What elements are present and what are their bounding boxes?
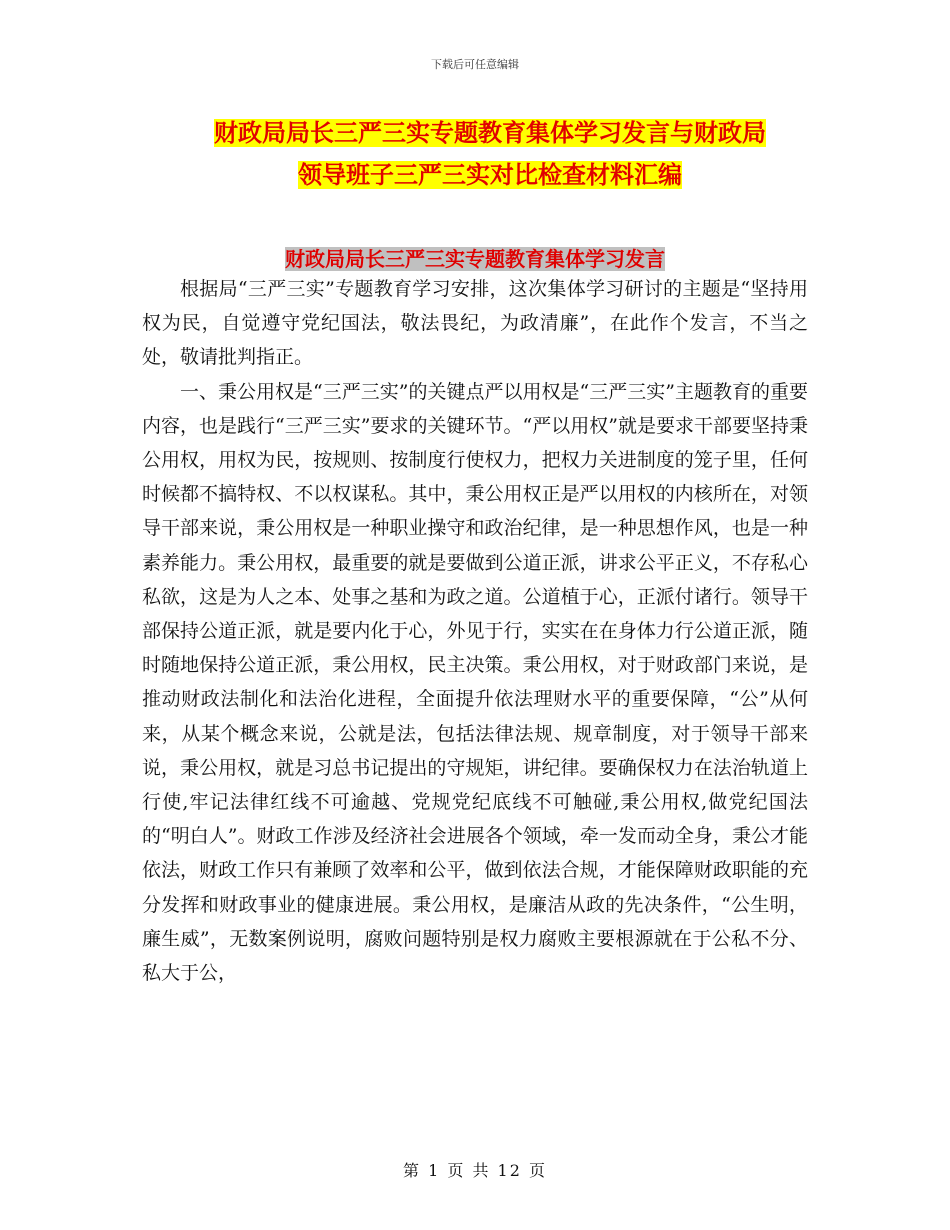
- document-body: [142, 272, 808, 990]
- document-title-line1: 财政局局长三严三实专题教育集体学习发言与财政局: [214, 119, 766, 147]
- section-title-text: 财政局局长三严三实专题教育集体学习发言: [285, 247, 665, 271]
- paragraph-intro: 根据局“三严三实”专题教育学习安排，这次集体学习研讨的主题是“坚持用权为民，自觉遵守党纪国法，敬法畏纪，为政清廉”，在此作个发言，不当之处，敬请批判指正。: [142, 278, 808, 369]
- document-title-line2: 领导班子三严三实对比检查材料汇编: [298, 161, 682, 189]
- page-footer: 第 1 页 共 12 页: [403, 1161, 547, 1180]
- paragraph-section-one: 一、秉公用权是“三严三实”的关键点严以用权是“三严三实”主题教育的重要内容，也是践行“三严三实”要求的关键环节。“严以用权”就是要求干部要坚持秉公用权，用权为民，按规则、按制度行使权力，把权力关进制度的笼子里，任何时候都不搞特权、不以权谋私。其中，秉公用权正是严以用权的内核所在，对领导干部来说，秉公用权是一种职业操守和政治纪律，是一种思想作风，也是一种素养能力。秉公用权，最重要的就是要做到公道正派，讲求公平正义，不存私心私欲，这是为人之本、处事之基和为政之道。公道植于心，正派付诸行。领导干部保持公道正派，就是要内化于心，外见于行，实实在在身体力行公道正派，随时随地保持公道正派，秉公用权，民主决策。秉公用权，对于财政部门来说，是推动财政法制化和法治化进程，全面提升依法理财水平的重要保障，“公”从何来，从某个概念来说，公就是法，包括法律法规、规章制度，对于领导干部来说，秉公用权，就是习总书记提出的守规矩，讲纪律。要确保权力在法治轨道上行使,牢记法律红线不可逾越、党规党纪底线不可触碰,秉公用权,做党纪国法的“明白人”。财政工作涉及经济社会进展各个领域，牵一发而动全身，秉公才能依法，财政工作只有兼顾了效率和公平，做到依法合规，才能保障财政职能的充分发挥和财政事业的健康进展。秉公用权，是廉洁从政的先决条件，“公生明，廉生威”，无数案例说明，腐败问题特别是权力腐败主要根源就在于公私不分、私大于公，: [142, 380, 808, 985]
- document-title: [150, 112, 830, 196]
- section-title: [0, 244, 950, 274]
- page-header-note: 下载后可任意编辑: [431, 58, 519, 71]
